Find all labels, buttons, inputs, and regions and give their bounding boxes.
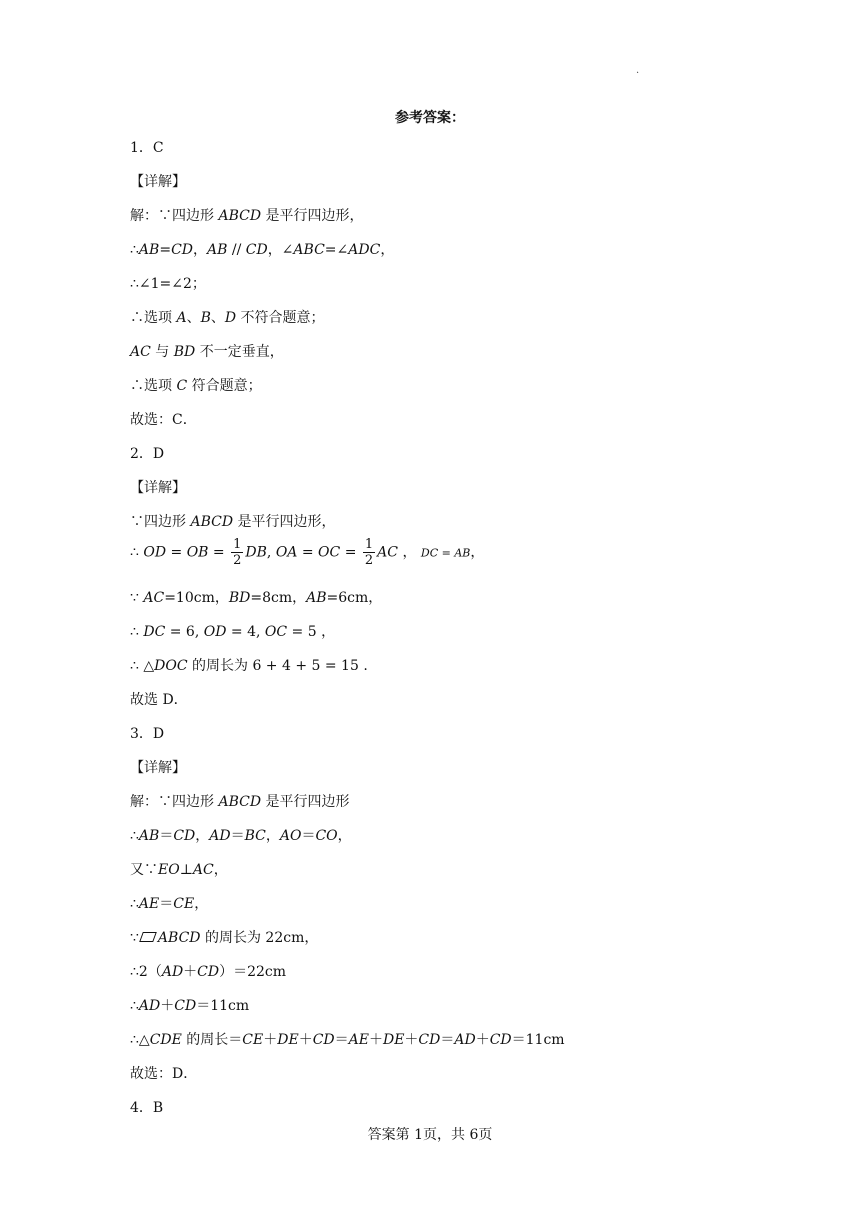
q1-detail-heading: 【详解】 xyxy=(130,174,186,190)
page-title: 参考答案： xyxy=(395,110,465,126)
q3-line-1: 解：∵四边形 ABCD 是平行四边形 xyxy=(130,794,350,810)
q2-line-4: ∴ DC = 6, OD = 4, OC = 5 ， xyxy=(130,624,336,640)
parallelogram-icon xyxy=(139,932,157,942)
q1-answer: 故选：C． xyxy=(130,412,197,428)
q1-line-4: ∴选项 A、B、D 不符合题意； xyxy=(130,310,325,326)
q3-line-3: 又∵EO⊥AC， xyxy=(130,862,228,878)
fraction-one-half: $\frac{1}{2}$ xyxy=(364,537,374,568)
q1-line-2: ∴AB=CD，AB // CD，∠ABC=∠ADC， xyxy=(130,242,395,258)
q3-line-2: ∴AB＝CD，AD＝BC，AO＝CO， xyxy=(130,828,352,844)
q3-number: 3．D xyxy=(130,726,165,742)
corner-mark: · xyxy=(636,68,640,79)
q1-line-5: AC 与 BD 不一定垂直， xyxy=(130,344,284,360)
q1-line-3: ∴∠1=∠2； xyxy=(130,276,206,292)
q2-line-1: ∵四边形 ABCD 是平行四边形， xyxy=(130,514,336,530)
q2-line-5: ∴ △DOC 的周长为 6 + 4 + 5 = 15 . xyxy=(130,658,368,674)
q4-number: 4．B xyxy=(130,1100,164,1116)
page-footer: 答案第 1页，共 6页 xyxy=(367,1127,493,1143)
q3-line-4: ∴AE＝CE， xyxy=(130,896,209,912)
q1-line-6: ∴选项 C 符合题意； xyxy=(130,378,262,394)
q3-answer: 故选：D． xyxy=(130,1066,198,1082)
q3-line-5: ∵ ABCD 的周长为 22cm， xyxy=(130,930,319,946)
q2-answer: 故选 D． xyxy=(130,692,188,708)
q2-detail-heading: 【详解】 xyxy=(130,480,186,496)
q1-number: 1．C xyxy=(130,140,164,156)
q3-line-7: ∴AD＋CD＝11cm xyxy=(130,998,250,1014)
q2-line-3: ∵ AC=10cm，BD=8cm，AB=6cm， xyxy=(130,590,383,606)
q3-detail-heading: 【详解】 xyxy=(130,760,186,776)
q2-line-2: ∴ OD = OB = $\frac{1}{2}$ DB, OA = OC = $\frac{1}{2}$ AC ， DC = AB， xyxy=(130,537,485,568)
q1-line-1: 解：∵四边形 ABCD 是平行四边形， xyxy=(130,208,364,224)
q3-line-8: ∴△CDE 的周长＝CE＋DE＋CD＝AE＋DE＋CD＝AD＋CD＝11cm xyxy=(130,1032,565,1048)
q3-line-6: ∴2（AD＋CD）＝22cm xyxy=(130,964,287,980)
fraction-one-half: $\frac{1}{2}$ xyxy=(233,537,242,568)
q2-number: 2．D xyxy=(130,446,165,462)
